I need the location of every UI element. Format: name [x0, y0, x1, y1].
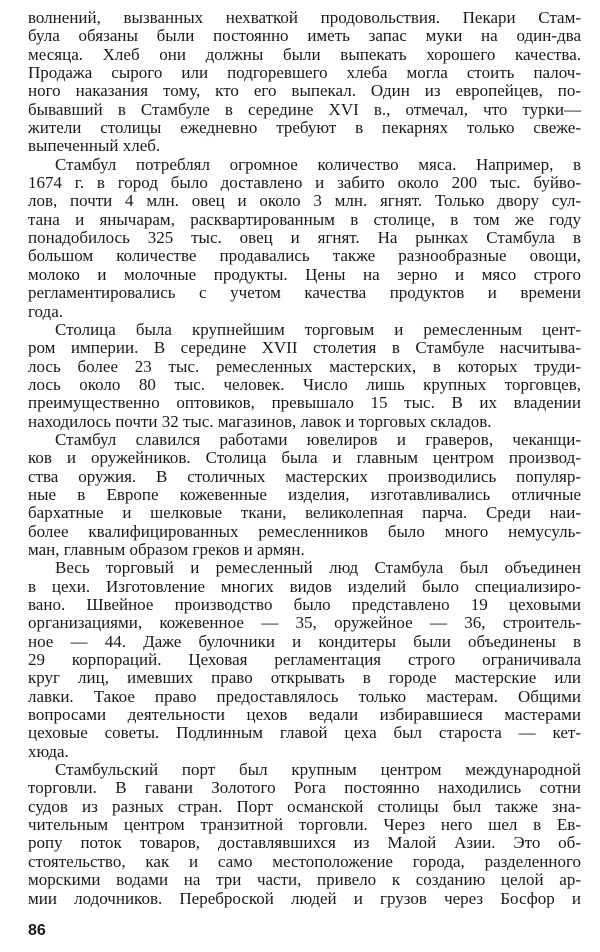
text-line: мии лодочников. Переброской людей и грузов через Босфор и	[28, 888, 581, 908]
text-line: тана и янычарам, расквартированным в столице, в том же году	[28, 209, 581, 229]
text-line: морскими водами на три части, привело к созданию целой ар-	[28, 870, 581, 890]
text-line: Стамбульский порт был крупным центром международной	[55, 760, 581, 780]
text-line: ства оружия. В столичных мастерских производились популяр-	[28, 466, 581, 486]
text-line: ное — 44. Даже булочники и кондитеры были объединены в	[28, 631, 581, 651]
page-number: 86	[28, 922, 46, 939]
text-line: ного наказания тому, кто его выпекал. Один из европейцев, по-	[28, 81, 581, 101]
paragraph	[28, 431, 581, 559]
text-line: лов, почти 4 млн. овец и около 3 млн. ягнят. Только двору сул-	[28, 191, 581, 211]
text-line: регламентировались с учетом качества продуктов и времени	[28, 283, 581, 303]
text-line: 1674 г. в город было доставлено и забито около 200 тыс. буйво-	[28, 173, 581, 193]
text-line: ман, главным образом греков и армян.	[28, 539, 305, 559]
text-line: вопросами деятельности цехов ведали избиравшиеся мастерами	[28, 705, 581, 725]
text-line: большом количестве продавались также разнообразные овощи,	[28, 246, 581, 266]
text-line: Стамбул славился работами ювелиров и граверов, чеканщи-	[55, 429, 581, 449]
text-line: хюда.	[28, 741, 69, 761]
text-line: бывавший в Стамбуле в середине XVI в., отмечал, что турки—	[28, 99, 581, 119]
text-line: судов из разных стран. Порт османской столицы был также зна-	[28, 796, 581, 816]
text-line: цеховые советы. Подлинным главой цеха был староста — кет-	[28, 723, 581, 743]
page-body	[28, 9, 581, 908]
paragraph	[28, 559, 581, 761]
text-line: Продажа сырого или подгоревшего хлеба могла стоить палоч-	[28, 63, 581, 83]
text-line: стоятельство, как и само местоположение города, разделенного	[28, 851, 581, 871]
text-line: понадобилось 325 тыс. овец и ягнят. На рынках Стамбула в	[28, 228, 581, 248]
paragraph	[28, 761, 581, 908]
text-line: года.	[28, 301, 64, 321]
text-line: круг лиц, имевших право открывать в городе мастерские или	[28, 668, 581, 688]
text-line: выпеченный хлеб.	[28, 136, 161, 156]
text-line: лось около 80 тыс. человек. Число лишь крупных торговцев,	[28, 374, 581, 394]
text-line: месяца. Хлеб они должны были выпекать хорошего качества.	[28, 44, 581, 64]
text-line: жители столицы ежедневно требуют в пекарнях только свеже-	[28, 118, 581, 138]
text-line: находилось почти 32 тыс. магазинов, лавок и торговых складов.	[28, 411, 492, 431]
text-line: ром империи. В середине XVII столетия в Стамбуле насчитыва-	[28, 338, 581, 358]
text-line: в цехи. Изготовление многих видов изделий было специализиро-	[28, 576, 581, 596]
text-line: организациями, кожевенное — 35, оружейное — 36, строитель-	[28, 613, 581, 633]
paragraph	[28, 9, 581, 156]
text-line: ные в Европе кожевенные изделия, изготавливались отличные	[28, 484, 581, 504]
text-line: молоко и молочные продукты. Цены на зерно и мясо строго	[28, 264, 581, 284]
text-line: 29 корпораций. Цеховая регламентация строго ограничивала	[28, 650, 581, 670]
text-line: вано. Швейное производство было представлено 19 цеховыми	[28, 595, 581, 614]
paragraph	[28, 156, 581, 321]
text-line: Стамбул потреблял огромное количество мяса. Например, в	[55, 154, 581, 174]
text-line: Весь торговый и ремесленный люд Стамбула был объединен	[55, 558, 581, 578]
text-line: более квалифицированных ремесленников было много немусуль-	[28, 521, 581, 541]
text-line: преимущественно оптовиков, превышало 15 тыс. В их владении	[28, 393, 581, 413]
text-line: була обязаны были постоянно иметь запас муки на один-два	[28, 26, 581, 46]
text-line: лавки. Такое право предоставлялось только мастерам. Общими	[28, 686, 581, 706]
paragraph	[28, 321, 581, 431]
text-line: Столица была крупнейшим торговым и ремесленным цент-	[55, 319, 581, 339]
text-line: ков и оружейников. Столица была и главным центром производ-	[28, 448, 581, 468]
text-line: чительным центром транзитной торговли. Через него шел в Ев-	[28, 815, 581, 835]
text-line: лось более 23 тыс. ремесленных мастерских, в которых труди-	[28, 356, 581, 376]
text-line: торговли. В гавани Золотого Рога постоянно находились сотни	[28, 778, 581, 798]
text-line: волнений, вызванных нехваткой продовольствия. Пекари Стам-	[28, 8, 581, 27]
text-line: бархатные и шелковые ткани, великолепная парча. Среди наи-	[28, 503, 581, 523]
text-line: ропу поток товаров, доставлявшихся из Малой Азии. Это об-	[28, 833, 581, 853]
